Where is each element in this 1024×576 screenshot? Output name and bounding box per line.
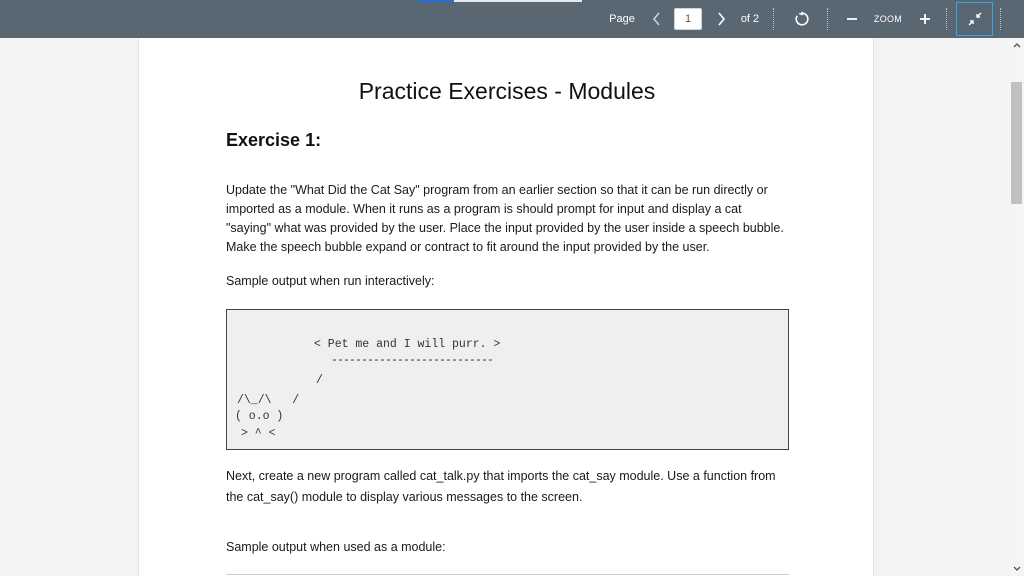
scroll-thumb[interactable] [1011,82,1022,204]
module-sample-label: Sample output when used as a module: [226,540,446,554]
toolbar-divider [773,8,774,30]
exercise-description: Update the "What Did the Cat Say" program from an earlier section so that it can be run directly or imported as a module. When it runs as a program is should prompt for input and display a cat "saying" what was provided by the user. Place the input provided by the user inside a speech bubble. Make the speech bubble expand or contract to fit around the input provided by the user. [226,183,784,254]
code-line: / [316,374,323,387]
sample-output-code-block [226,309,789,450]
exit-fullscreen-icon [968,12,982,26]
next-page-button[interactable] [710,0,732,38]
document-page [138,38,874,576]
exercise-heading: Exercise 1: [226,130,322,150]
code-line: /\_/\ / [237,394,300,407]
rotate-icon [794,11,810,27]
scroll-down-button[interactable] [1009,562,1024,576]
rotate-button[interactable] [790,0,814,38]
zoom-label: ZOOM [873,14,903,24]
page-count-label: of 2 [740,13,760,25]
document-title: Practice Exercises - Modules [358,78,656,104]
toolbar-divider [946,8,947,30]
chevron-right-icon [717,12,726,26]
toolbar-divider [1000,8,1001,30]
code-line: --------------------------- [331,354,494,367]
page-number-input[interactable] [674,8,702,30]
chevron-down-icon [1013,566,1021,572]
module-instructions: Next, create a new program called cat_talk.py that imports the cat_say module. Use a function from the cat_say() module to display various messages to the screen. [226,469,776,504]
code-line: > ^ < [241,427,276,440]
code-line: < Pet me and I will purr. > [314,338,501,351]
toolbar [0,0,1024,38]
zoom-in-button[interactable] [914,0,936,38]
page-label: Page [609,13,635,25]
next-code-block-edge [226,574,789,575]
code-line: ( o.o ) [235,410,284,423]
previous-page-button[interactable] [646,0,666,38]
sample-output-label: Sample output when run interactively: [226,274,435,288]
plus-icon [919,13,931,25]
minus-icon [846,13,858,25]
chevron-up-icon [1013,42,1021,48]
load-progress-bar [418,0,582,2]
vertical-scrollbar[interactable] [1009,38,1024,576]
exit-fullscreen-button[interactable] [956,2,993,36]
load-progress-fill [418,0,454,2]
zoom-out-button[interactable] [842,0,862,38]
chevron-left-icon [652,12,661,26]
scroll-up-button[interactable] [1009,38,1024,52]
toolbar-divider [827,8,828,30]
